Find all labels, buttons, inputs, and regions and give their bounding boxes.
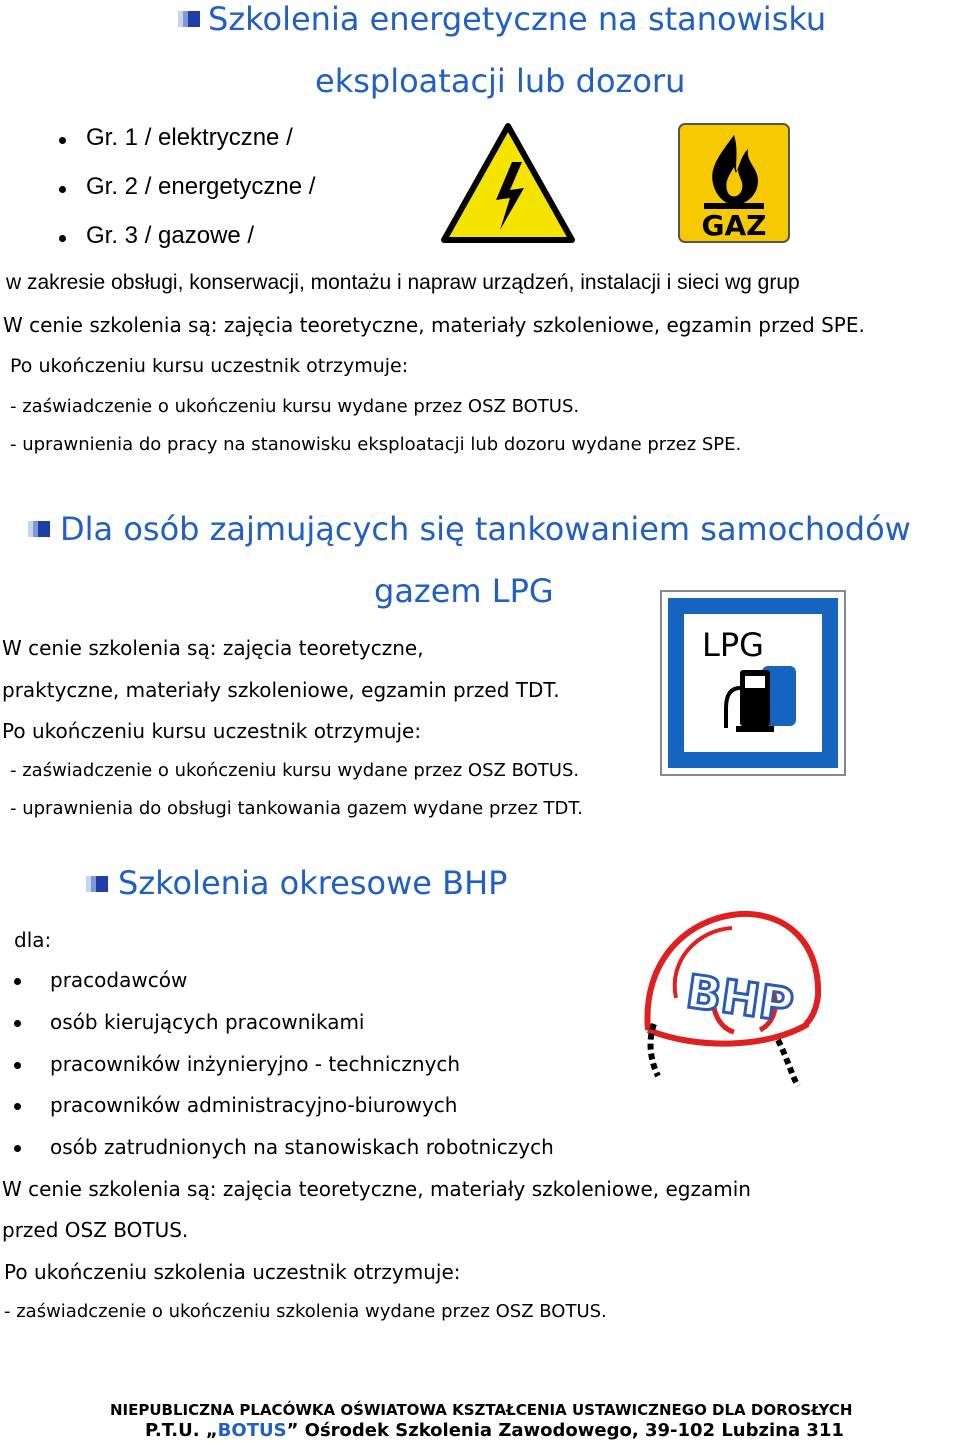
audience-item: pracowników administracyjno-biurowych bbox=[50, 1093, 458, 1117]
heading-marker-icon bbox=[178, 11, 200, 27]
price-line-1: W cenie szkolenia są: zajęcia teoretyczne, materiały szkoleniowe, egzamin bbox=[2, 1177, 751, 1201]
scope-text: w zakresie obsługi, konserwacji, montażu i napraw urządzeń, instalacji i sieci wg grup bbox=[6, 271, 800, 294]
bullet-icon bbox=[14, 1062, 21, 1069]
heading-marker-icon bbox=[86, 876, 108, 892]
certificate-line bbox=[10, 396, 579, 417]
bullet-icon bbox=[59, 235, 66, 242]
section2-title-line2: gazem LPG bbox=[374, 572, 554, 610]
for-label: dla: bbox=[14, 928, 52, 952]
price-text: W cenie szkolenia są: zajęcia teoretyczne, materiały szkoleniowe, egzamin przed SPE. bbox=[3, 313, 865, 337]
bullet-icon bbox=[59, 137, 66, 144]
heading-marker-icon bbox=[28, 521, 50, 537]
group-item: Gr. 3 / gazowe / bbox=[86, 222, 255, 249]
certificate-rest: wydane przez OSZ BOTUS. bbox=[331, 396, 580, 417]
gaz-label: GAZ bbox=[701, 209, 767, 242]
safety-helmet-icon bbox=[628, 900, 828, 1100]
audience-item: osób kierujących pracownikami bbox=[50, 1010, 365, 1034]
gas-flame-sign-icon bbox=[678, 123, 790, 243]
section2-title-line1: Dla osób zajmujących się tankowaniem samochodów bbox=[60, 510, 911, 548]
bullet-icon bbox=[59, 186, 66, 193]
permission-line bbox=[10, 798, 583, 819]
group-item: Gr. 2 / energetyczne / bbox=[86, 173, 316, 200]
certificate-line bbox=[4, 1301, 607, 1322]
bullet-icon bbox=[14, 1103, 21, 1110]
footer-suffix: ” Ośrodek Szkolenia Zawodowego, 39-102 Lubzina 311 bbox=[286, 1420, 844, 1441]
lpg-station-sign-icon bbox=[660, 590, 846, 776]
permission-bold: - uprawnienia do obsługi bbox=[10, 798, 232, 819]
section1-title-line1: Szkolenia energetyczne na stanowisku bbox=[208, 0, 827, 38]
permission-rest: tankowania gazem wydane przez TDT. bbox=[231, 798, 583, 819]
footer-line2 bbox=[145, 1420, 844, 1441]
certificate-bold: - zaświadczenie o ukończeniu kursu bbox=[10, 396, 332, 417]
audience-item: pracowników inżynieryjno - technicznych bbox=[50, 1052, 461, 1076]
price-line-1: W cenie szkolenia są: zajęcia teoretyczne, bbox=[2, 636, 424, 660]
footer-line1: NIEPUBLICZNA PLACÓWKA OŚWIATOWA KSZTAŁCENIA USTAWICZNEGO DLA DOROSŁYCH bbox=[110, 1401, 853, 1419]
footer-prefix: P.T.U. „ bbox=[145, 1420, 218, 1441]
after-text: Po ukończeniu szkolenia uczestnik otrzymuje: bbox=[4, 1260, 461, 1284]
certificate-rest: wydane przez OSZ BOTUS. bbox=[359, 1301, 607, 1322]
bullet-icon bbox=[14, 1145, 21, 1152]
certificate-bold: - zaświadczenie o ukończeniu szkolenia bbox=[4, 1301, 360, 1322]
audience-item: pracodawców bbox=[50, 968, 188, 992]
after-text: Po ukończeniu kursu uczestnik otrzymuje: bbox=[2, 719, 422, 743]
audience-item: osób zatrudnionych na stanowiskach robotniczych bbox=[50, 1135, 554, 1159]
bullet-icon bbox=[14, 978, 21, 985]
certificate-line bbox=[10, 760, 579, 781]
permission-rest: wydane przez SPE. bbox=[565, 434, 742, 455]
price-line-2: przed OSZ BOTUS. bbox=[2, 1218, 189, 1242]
certificate-rest: wydane przez OSZ BOTUS. bbox=[331, 760, 580, 781]
section3-title: Szkolenia okresowe BHP bbox=[118, 864, 508, 902]
price-line-2: praktyczne, materiały szkoleniowe, egzamin przed TDT. bbox=[2, 678, 560, 702]
bhp-label: BHP bbox=[683, 964, 797, 1033]
permission-line bbox=[10, 434, 741, 455]
bullet-icon bbox=[14, 1020, 21, 1027]
permission-bold: - uprawnienia do pracy na stanowisku eksploatacji lub dozoru bbox=[10, 434, 566, 455]
footer-brand: BOTUS bbox=[217, 1420, 287, 1441]
group-item: Gr. 1 / elektryczne / bbox=[86, 124, 293, 151]
high-voltage-warning-icon bbox=[440, 122, 576, 244]
section1-title-line2: eksploatacji lub dozoru bbox=[315, 62, 686, 100]
lpg-label: LPG bbox=[702, 626, 764, 664]
certificate-bold: - zaświadczenie o ukończeniu kursu bbox=[10, 760, 332, 781]
after-text: Po ukończeniu kursu uczestnik otrzymuje: bbox=[10, 355, 409, 377]
